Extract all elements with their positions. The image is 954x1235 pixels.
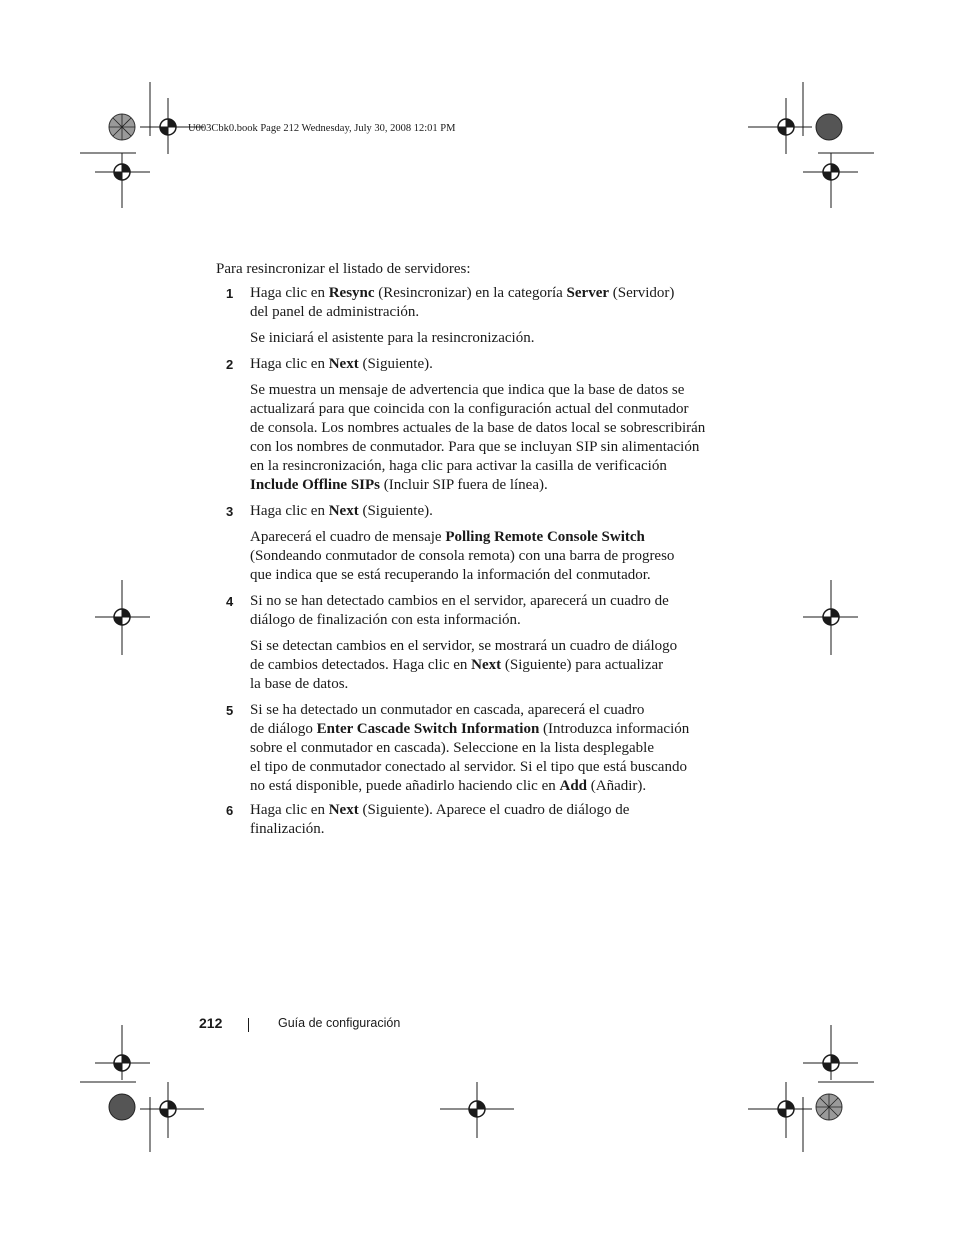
step-3-para-line — [250, 528, 720, 547]
ui-term-next: Next — [471, 657, 502, 673]
step-1 — [250, 284, 720, 348]
ui-term-server: Server — [566, 285, 610, 301]
step-number-1: 1 — [226, 286, 234, 301]
step-2 — [250, 355, 720, 495]
step-number-4: 4 — [226, 594, 234, 609]
ui-term-include-offline-sips: Include Offline SIPs — [250, 477, 381, 493]
footer-title: Guía de configuración — [278, 1016, 401, 1030]
step-number-2: 2 — [226, 357, 234, 372]
ui-term-polling: Polling Remote Console Switch — [445, 529, 645, 545]
ui-term-next: Next — [328, 503, 359, 519]
ui-term-enter-cascade: Enter Cascade Switch Information — [316, 721, 540, 737]
step-4-para-line — [250, 656, 720, 675]
text: (Resincronizar) en la categoría — [374, 285, 567, 301]
step-4-line: diálogo de finalización con esta información. — [250, 612, 521, 628]
step-5-line: sobre el conmutador en cascada). Seleccione en la lista desplegable — [250, 740, 654, 756]
step-5 — [250, 701, 720, 796]
text: (Incluir SIP fuera de línea). — [380, 477, 548, 493]
page-number: 212 — [199, 1015, 223, 1031]
step-1-note: Se iniciará el asistente para la resincronización. — [250, 330, 535, 346]
text: (Siguiente). — [358, 356, 433, 372]
step-number-3: 3 — [226, 504, 234, 519]
text: no está disponible, puede añadirlo haciendo clic en — [250, 778, 560, 794]
step-3-para-line: que indica que se está recuperando la información del conmutador. — [250, 567, 651, 583]
text: de cambios detectados. Haga clic en — [250, 657, 472, 673]
text: (Siguiente). Aparece el cuadro de diálogo de — [358, 802, 630, 818]
step-3 — [250, 502, 720, 585]
step-5-line — [250, 720, 720, 739]
step-number-5: 5 — [226, 703, 234, 718]
step-number-6: 6 — [226, 803, 234, 818]
step-6 — [250, 801, 720, 839]
text: (Añadir). — [587, 778, 647, 794]
step-5-line: Si se ha detectado un conmutador en cascada, aparecerá el cuadro — [250, 702, 645, 718]
text: Haga clic en — [250, 503, 329, 519]
ui-term-next: Next — [328, 802, 359, 818]
step-2-para-line: con los nombres de conmutador. Para que se incluyan SIP sin alimentación — [250, 439, 700, 455]
step-2-para-line — [250, 476, 720, 495]
text: (Siguiente). — [358, 503, 433, 519]
step-2-para-line: actualizará para que coincida con la configuración actual del conmutador — [250, 401, 689, 417]
text: de diálogo — [250, 721, 317, 737]
step-5-line: el tipo de conmutador conectado al servidor. Si el tipo que está buscando — [250, 759, 687, 775]
step-2-para-line: de consola. Los nombres actuales de la base de datos local se sobrescribirán — [250, 420, 706, 436]
step-1-line — [250, 284, 720, 303]
intro-paragraph: Para resincronizar el listado de servidores: — [216, 261, 471, 277]
text: (Siguiente) para actualizar — [501, 657, 664, 673]
text: (Servidor) — [609, 285, 675, 301]
text: Haga clic en — [250, 802, 329, 818]
text: Haga clic en — [250, 285, 329, 301]
step-2-line — [250, 355, 720, 374]
step-3-para-line: (Sondeando conmutador de consola remota) con una barra de progreso — [250, 548, 675, 564]
step-6-line-2: finalización. — [250, 821, 325, 837]
text: Aparecerá el cuadro de mensaje — [250, 529, 446, 545]
step-1-line-2: del panel de administración. — [250, 304, 420, 320]
step-4-para-line: Si se detectan cambios en el servidor, se mostrará un cuadro de diálogo — [250, 638, 678, 654]
text: (Introduzca información — [539, 721, 690, 737]
text: Haga clic en — [250, 356, 329, 372]
footer-divider — [248, 1018, 249, 1032]
step-2-para-line: Se muestra un mensaje de advertencia que indica que la base de datos se — [250, 382, 685, 398]
step-4-para-line: la base de datos. — [250, 676, 349, 692]
step-6-line — [250, 801, 720, 820]
ui-term-resync: Resync — [328, 285, 375, 301]
step-4 — [250, 592, 720, 694]
step-2-para-line: en la resincronización, haga clic para activar la casilla de verificación — [250, 458, 667, 474]
step-4-line: Si no se han detectado cambios en el servidor, aparecerá un cuadro de — [250, 593, 669, 609]
print-slug-line: U003Cbk0.book Page 212 Wednesday, July 30, 2008 12:01 PM — [188, 123, 456, 134]
ui-term-add: Add — [559, 778, 588, 794]
ui-term-next: Next — [328, 356, 359, 372]
step-5-line — [250, 777, 720, 796]
step-3-line — [250, 502, 720, 521]
